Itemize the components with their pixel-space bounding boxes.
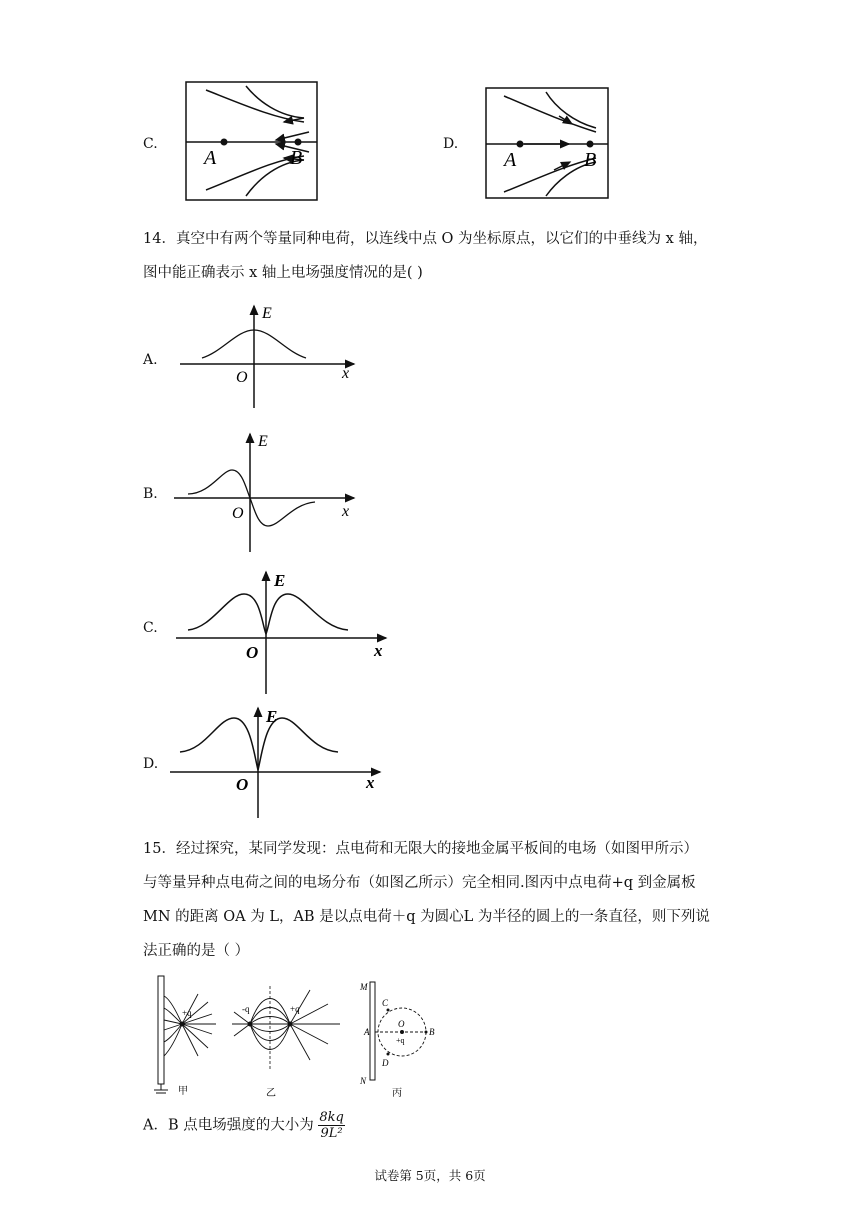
caption-yi: 乙 [266,1088,276,1099]
axis-x-label: x [342,503,350,520]
point-d-label: D [382,1058,389,1068]
figure-jia-plate-charge [146,972,226,1100]
q15-stem-line1: 15．经过探究，某同学发现：点电荷和无限大的接地金属平板间的电场（如图甲所示） [143,841,698,857]
option-d-label: D. [443,136,459,152]
fraction-denominator: 9L² [320,1126,343,1141]
point-b-label: B [429,1027,435,1037]
q14-option-a-label: A. [143,352,158,368]
q15-option-a-fraction [318,1110,344,1141]
axis-x-label: x [342,365,350,382]
axis-e-label: E [266,707,278,726]
fraction-numerator: 8kq [319,1110,344,1125]
caption-bing: 丙 [392,1088,402,1099]
q14-stem-line1: 14．真空中有两个等量同种电荷，以连线中点 O 为坐标原点，以它们的中垂线为 x 轴， [143,231,708,247]
center-o-label: O [398,1019,405,1029]
plus-q-label: +q [290,1004,300,1014]
q14-stem-line2: 图中能正确表示 x 轴上电场强度情况的是( ) [143,265,423,281]
origin-label: O [246,643,259,662]
q14-option-c-graph [172,568,394,698]
point-a-label: A [364,1027,370,1037]
figure-bing-plate-circle [356,976,446,1100]
option-d-field-diagram [484,86,612,202]
caption-jia: 甲 [178,1086,188,1097]
q15-option-a [143,1110,345,1141]
origin-label: O [232,505,244,522]
q14-option-b-label: B. [143,486,158,502]
point-c-label: C [382,998,389,1008]
q15-stem-line4: 法正确的是（ ） [143,943,250,959]
option-c-field-diagram [184,80,320,204]
q15-stem-line3: MN 的距离 OA 为 L，AB 是以点电荷＋q 为圆心L 为半径的圆上的一条直径，则下列说 [143,909,710,925]
q15-stem-line2: 与等量异种点电荷之间的电场分布（如图乙所示）完全相同.图丙中点电荷+q 到金属板 [143,875,696,891]
q14-option-a-graph [172,300,362,412]
minus-q-label: -q [242,1004,250,1014]
origin-label: O [236,369,248,386]
point-b-label: B [290,147,303,169]
plate-n-label: N [360,1076,367,1086]
point-a-label: A [504,149,517,171]
plate-m-label: M [360,982,368,992]
plus-q-label: +q [182,1008,192,1018]
q14-option-d-label: D. [143,756,159,772]
figure-yi-dipole-field [228,980,346,1100]
origin-label: O [236,775,249,794]
axis-e-label: E [258,433,268,450]
axis-x-label: x [366,773,375,792]
q14-option-d-graph [166,704,388,822]
point-b-label: B [584,149,597,171]
q14-option-c-label: C. [143,620,158,636]
point-a-label: A [204,147,217,169]
option-c-label: C. [143,136,158,152]
q15-option-a-prefix: A． [143,1117,168,1134]
axis-e-label: E [274,571,286,590]
page-footer: 试卷第 5页，共 6页 [374,1168,486,1183]
plus-q-label: +q [396,1036,405,1045]
axis-x-label: x [374,641,383,660]
axis-e-label: E [262,305,272,322]
q15-option-a-text: B 点电场强度的大小为 [167,1117,314,1134]
q14-option-b-graph [170,430,362,556]
